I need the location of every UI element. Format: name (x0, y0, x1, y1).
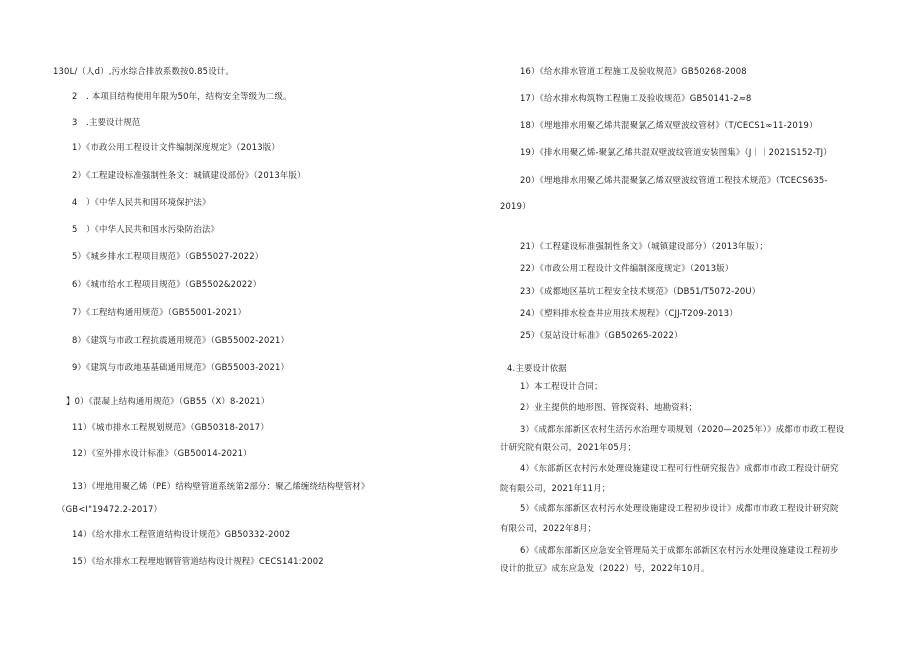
section-heading: 4.主要设计依据 (507, 363, 567, 373)
text-line: 25）《泵站设计标准》（GB50265-2022） (520, 330, 683, 340)
text-line: 9）《建筑与市政地基基础通用规范》（GB55003-2021） (72, 362, 290, 372)
text-line: 1）《市政公用工程设计文件编制深度规定》（2013版） (72, 142, 280, 152)
text-line: 有限公司，2022年8月； (500, 523, 597, 533)
text-line: 12）《室外排水设计标准》（GB50014-2021） (72, 448, 252, 458)
text-line: 15）《给水排水工程埋地钢管管道结构设计规程》CECS141:2002 (72, 556, 324, 566)
text-line: 11）《城市排水工程规划规范》（GB50318-2017） (72, 422, 269, 432)
text-line: 13）《埋地用聚乙烯（PE）结构壁管道系统第2部分：聚乙烯缠绕结构壁管材》 (72, 481, 370, 491)
text-line: 5）《成都东部新区农村污水处理设施建设工程初步设计》成都市市政工程设计研究院 (520, 503, 839, 513)
text-line: 】0）《混凝上结构通用规范》（GB55（X）8-2021） (66, 396, 270, 406)
text-line: 1）本工程设计合同； (520, 381, 603, 391)
text-line: 设计的批豆》成东应急发（2022）号，2022年10月。 (500, 563, 710, 573)
text-line: 4）《东部新区农村污水处理设施建设工程可行性研究报告》成都市市政工程设计研究 (520, 463, 839, 473)
text-line: 16）《给水排水管道工程施工及验收规范》GB50268-2008 (520, 66, 747, 76)
text-line: 2019） (500, 201, 531, 211)
text-line: 2）业主提供的地形图、管探资料、地勘资料； (520, 402, 698, 412)
text-line: 20）《埋地排水用聚乙烯共混聚氯乙烯双壁波纹管道工程技术规范》（TCECS635- (520, 175, 828, 185)
text-line: 14）《给水排水工程管道结构设计规范》GB50332-2002 (72, 529, 291, 539)
text-line: 6）《城市给水工程项目规范》（GB5502&2022） (72, 279, 262, 289)
text-line: 计研究院有限公司，2021年05月； (500, 442, 637, 452)
text-line: 5 ）《中华人民共和国水污染防治法》 (72, 224, 220, 234)
text-line: 4 ）《中华人民共和国环境保护法》 (72, 197, 211, 207)
text-line: 19）《排水用聚乙烯-聚氯乙烯共混双壁波纹管道安装图集》（J｜｜2021S152-TJ） (520, 147, 832, 157)
section-heading: 3 .主要设计规范 (72, 117, 141, 127)
text-line: 3）《成都东部新区农村生活污水治理专项规划（2020—2025年）》成都市市政工程设 (520, 424, 845, 434)
text-line: 5）《城乡排水工程项目规范》（GB55027-2022） (72, 251, 264, 261)
text-line: 130L/（人d）,污水综合排放系数按0.85设计。 (53, 66, 234, 76)
text-line: 18）《埋地排水用聚乙烯共混聚氯乙烯双壁波纹管材》（T/CECS1∞11-2019） (520, 120, 818, 130)
text-line: 院有限公司，2021年11月； (500, 483, 611, 493)
text-line: 7）《工程结构通用规范》（GB55001-2021） (72, 307, 247, 317)
text-line: 23）《成都地区基坑工程安全技术规范》（DB51/T5072-20U） (520, 286, 761, 296)
text-line: 2 . 本项目结构使用年限为50年，结构安全等级为二级。 (72, 91, 292, 101)
text-line: 24）《塑料排水检查井应用技术规程》（CJJ-T209-2013） (520, 308, 738, 318)
text-line: 2）《工程建设标准强制性条文：城镇建设部份》（2013年版） (72, 170, 306, 180)
text-line: 22）《市政公用工程设计文件编制深度规定》（2013版） (520, 263, 734, 273)
text-line: （GB<I"19472.2-2017） (57, 504, 163, 514)
text-line: 17）《给水排水构筑物工程施工及验收规范》GB50141-2≈8 (520, 93, 752, 103)
text-line: 6）《成都东部新区应急安全管理局关于成都东部新区农村污水处理设施建设工程初步 (520, 545, 839, 555)
text-line: 21）《工程建设标准强制性条文》（城镇建设部分）（2013年版）； (520, 241, 768, 251)
text-line: 8）《建筑与市政工程抗震通用规范》（GB55002-2021） (72, 335, 290, 345)
